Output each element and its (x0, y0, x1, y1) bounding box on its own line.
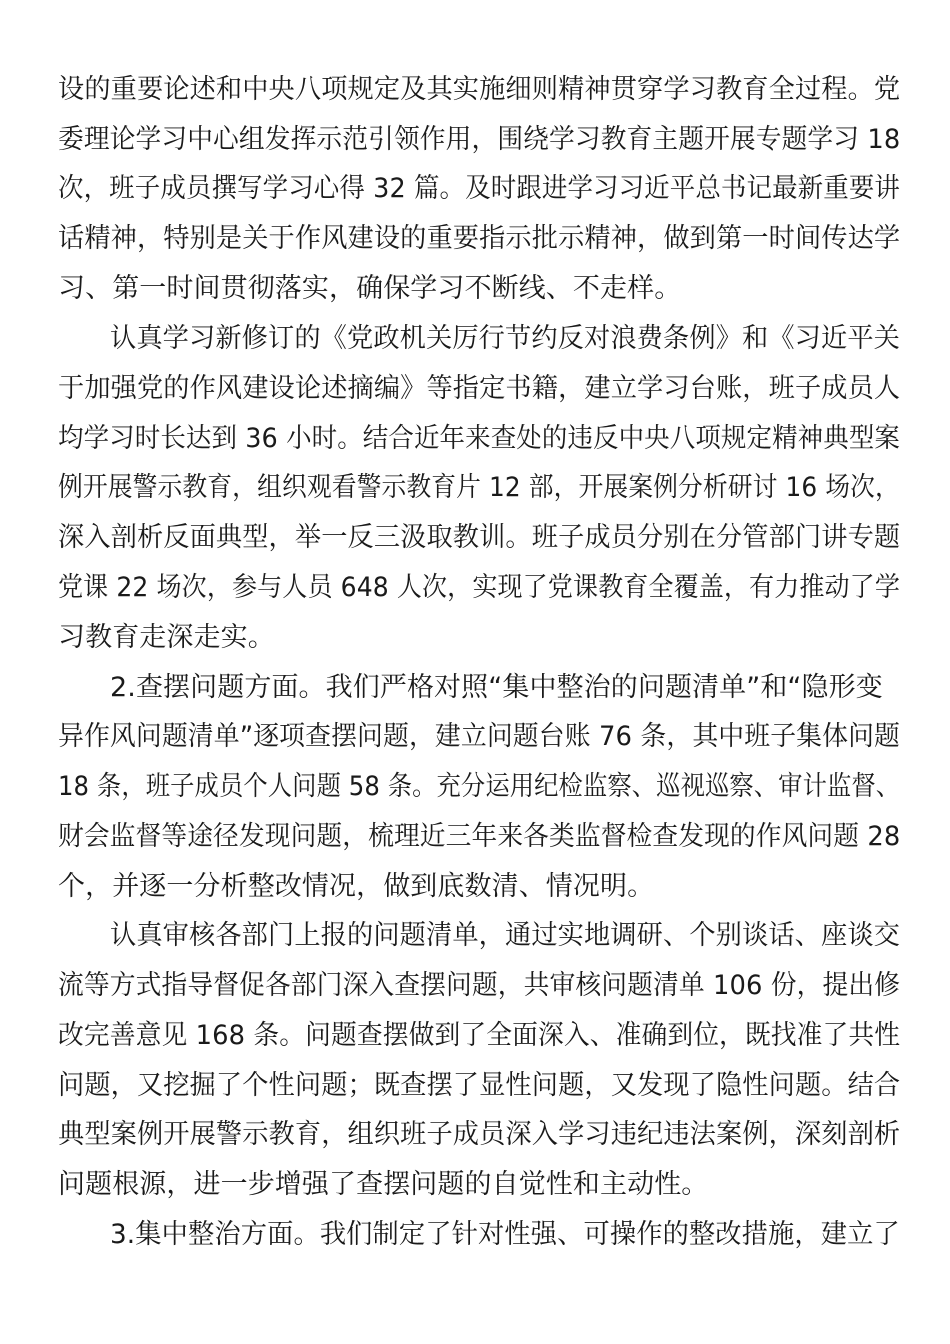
text-line: 问题，又挖掘了个性问题；既查摆了显性问题，又发现了隐性问题。结合 (58, 1070, 901, 1101)
text-line: 深入剖析反面典型，举一反三汲取教训。班子成员分别在分管部门讲专题 (58, 522, 901, 553)
text-line: 认真学习新修订的《党政机关厉行节约反对浪费条例》和《习近平关 (110, 323, 900, 354)
text-line: 习、第一时间贯彻落实，确保学习不断线、不走样。 (58, 273, 682, 304)
text-line: 习教育走深走实。 (58, 622, 275, 653)
text-line: 话精神，特别是关于作风建设的重要指示批示精神，做到第一时间传达学 (58, 223, 901, 254)
text-line: 例开展警示教育，组织观看警示教育片 12 部，开展案例分析研讨 16 场次， (58, 472, 900, 503)
text-line: 2.查摆问题方面。我们严格对照“集中整治的问题清单”和“隐形变 (110, 672, 883, 703)
text-line: 改完善意见 168 条。问题查摆做到了全面深入、准确到位，既找准了共性 (58, 1020, 901, 1051)
text-line: 3.集中整治方面。我们制定了针对性强、可操作的整改措施，建立了 (110, 1219, 900, 1250)
text-line: 党课 22 场次，参与人员 648 人次，实现了党课教育全覆盖，有力推动了学 (58, 572, 900, 603)
text-line: 均学习时长达到 36 小时。结合近年来查处的违反中央八项规定精神典型案 (58, 423, 900, 454)
text-line: 异作风问题清单”逐项查摆问题，建立问题台账 76 条，其中班子集体问题 (58, 721, 901, 752)
text-line: 委理论学习中心组发挥示范引领作用，围绕学习教育主题开展专题学习 18 (58, 124, 901, 155)
text-line: 次，班子成员撰写学习心得 32 篇。及时跟进学习习近平总书记最新重要讲 (58, 173, 900, 204)
text-line: 财会监督等途径发现问题，梳理近三年来各类监督检查发现的作风问题 28 (58, 821, 901, 852)
text-line: 认真审核各部门上报的问题清单，通过实地调研、个别谈话、座谈交 (110, 920, 900, 951)
text-line: 问题根源，进一步增强了查摆问题的自觉性和主动性。 (58, 1169, 709, 1200)
text-line: 设的重要论述和中央八项规定及其实施细则精神贯穿学习教育全过程。党 (58, 74, 901, 105)
text-line: 于加强党的作风建设论述摘编》等指定书籍，建立学习台账，班子成员人 (58, 373, 901, 404)
text-line: 典型案例开展警示教育，组织班子成员深入学习违纪违法案例，深刻剖析 (58, 1119, 901, 1150)
text-line: 个，并逐一分析整改情况，做到底数清、情况明。 (58, 871, 655, 902)
text-line: 18 条，班子成员个人问题 58 条。充分运用纪检监察、巡视巡察、审计监督、 (58, 771, 901, 802)
text-line: 流等方式指导督促各部门深入查摆问题，共审核问题清单 106 份，提出修 (58, 970, 901, 1001)
